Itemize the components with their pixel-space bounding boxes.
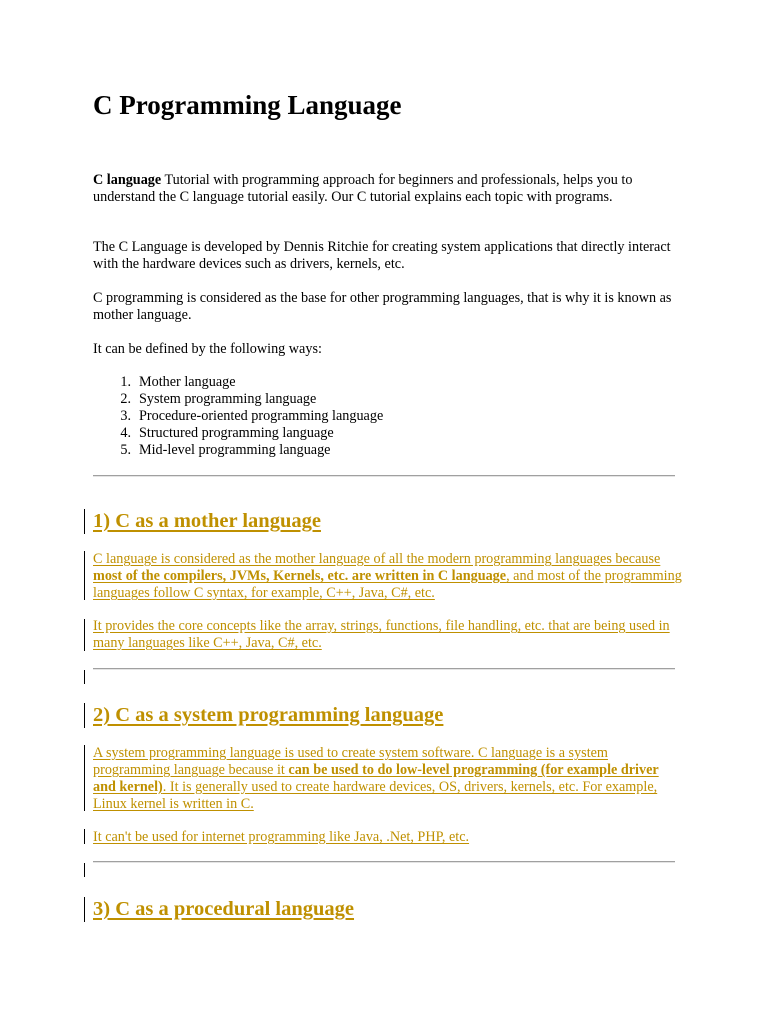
- change-bar: [84, 551, 85, 600]
- list-item-label: System programming language: [139, 391, 317, 407]
- list-item-number: 3.: [120, 408, 131, 424]
- intro-paragraph-4: It can be defined by the following ways:: [93, 341, 322, 357]
- list-item-label: Procedure-oriented programming language: [139, 408, 384, 424]
- section-heading-mother-language[interactable]: 1) C as a mother language: [93, 510, 321, 532]
- list-item: [93, 408, 383, 425]
- list-item-label: Mother language: [139, 374, 236, 390]
- horizontal-rule: [93, 668, 675, 670]
- change-bar: [84, 509, 85, 534]
- change-bar: [84, 863, 85, 877]
- intro-paragraph-2: The C Language is developed by Dennis Ritchie for creating system applications that directly interact with the hardware devices such as drivers, kernels, etc.: [93, 239, 671, 272]
- section-1-paragraph-2[interactable]: It provides the core concepts like the array, strings, functions, file handling, etc. that are being used in many languages like C++, Java, C#, etc.: [93, 618, 670, 651]
- section-1-paragraph-1-text-a: C language is considered as the mother language of all the modern programming languages because: [93, 551, 661, 567]
- list-item-number: 5.: [120, 442, 131, 458]
- section-2-paragraph-1-text-c: . It is generally used to create hardware devices, OS, drivers, kernels, etc. For example, Linux kernel is written in C.: [93, 779, 658, 812]
- change-bar: [84, 829, 85, 844]
- intro-paragraph-1-text: Tutorial with programming approach for beginners and professionals, helps you to understand the C language tutorial easily. Our C tutorial explains each topic with programs.: [93, 172, 633, 205]
- section-2-paragraph-1-text-a: A system programming language is used to create system software. C language is a system programming language because it: [93, 745, 608, 778]
- list-item: [93, 425, 383, 442]
- change-bar: [84, 619, 85, 651]
- list-item-number: 4.: [120, 425, 131, 441]
- section-2-paragraph-1[interactable]: [93, 745, 683, 813]
- intro-paragraph-3: C programming is considered as the base for other programming languages, that is why it is known as mother language.: [93, 290, 672, 323]
- list-item-number: 2.: [120, 391, 131, 407]
- section-1-paragraph-1[interactable]: [93, 551, 683, 602]
- change-bar: [84, 745, 85, 811]
- intro-paragraph-1: [93, 172, 683, 206]
- list-item: [93, 391, 383, 408]
- list-item-label: Mid-level programming language: [139, 442, 331, 458]
- list-item: [93, 442, 383, 459]
- list-item-label: Structured programming language: [139, 425, 334, 441]
- section-heading-procedural-language[interactable]: 3) C as a procedural language: [93, 898, 355, 920]
- list-item-number: 1.: [120, 374, 131, 390]
- horizontal-rule: [93, 475, 675, 477]
- section-1-paragraph-1-bold: most of the compilers, JVMs, Kernels, etc. are written in C language: [93, 568, 507, 584]
- horizontal-rule: [93, 861, 675, 863]
- change-bar: [84, 670, 85, 684]
- change-bar: [84, 703, 85, 728]
- section-2-paragraph-2[interactable]: It can't be used for internet programming like Java, .Net, PHP, etc.: [93, 829, 470, 845]
- page-title: C Programming Language: [93, 90, 402, 120]
- section-2-paragraph-1-bold: can be used to do low-level programming (for example driver and kernel): [93, 762, 659, 795]
- section-heading-system-programming[interactable]: 2) C as a system programming language: [93, 704, 444, 726]
- section-1-paragraph-1-text-c: , and most of the programming languages follow C syntax, for example, C++, Java, C#, etc.: [93, 568, 682, 601]
- change-bar: [84, 897, 85, 922]
- ways-list: [93, 374, 383, 459]
- list-item: [93, 374, 383, 391]
- intro-bold-term: C language: [93, 172, 162, 188]
